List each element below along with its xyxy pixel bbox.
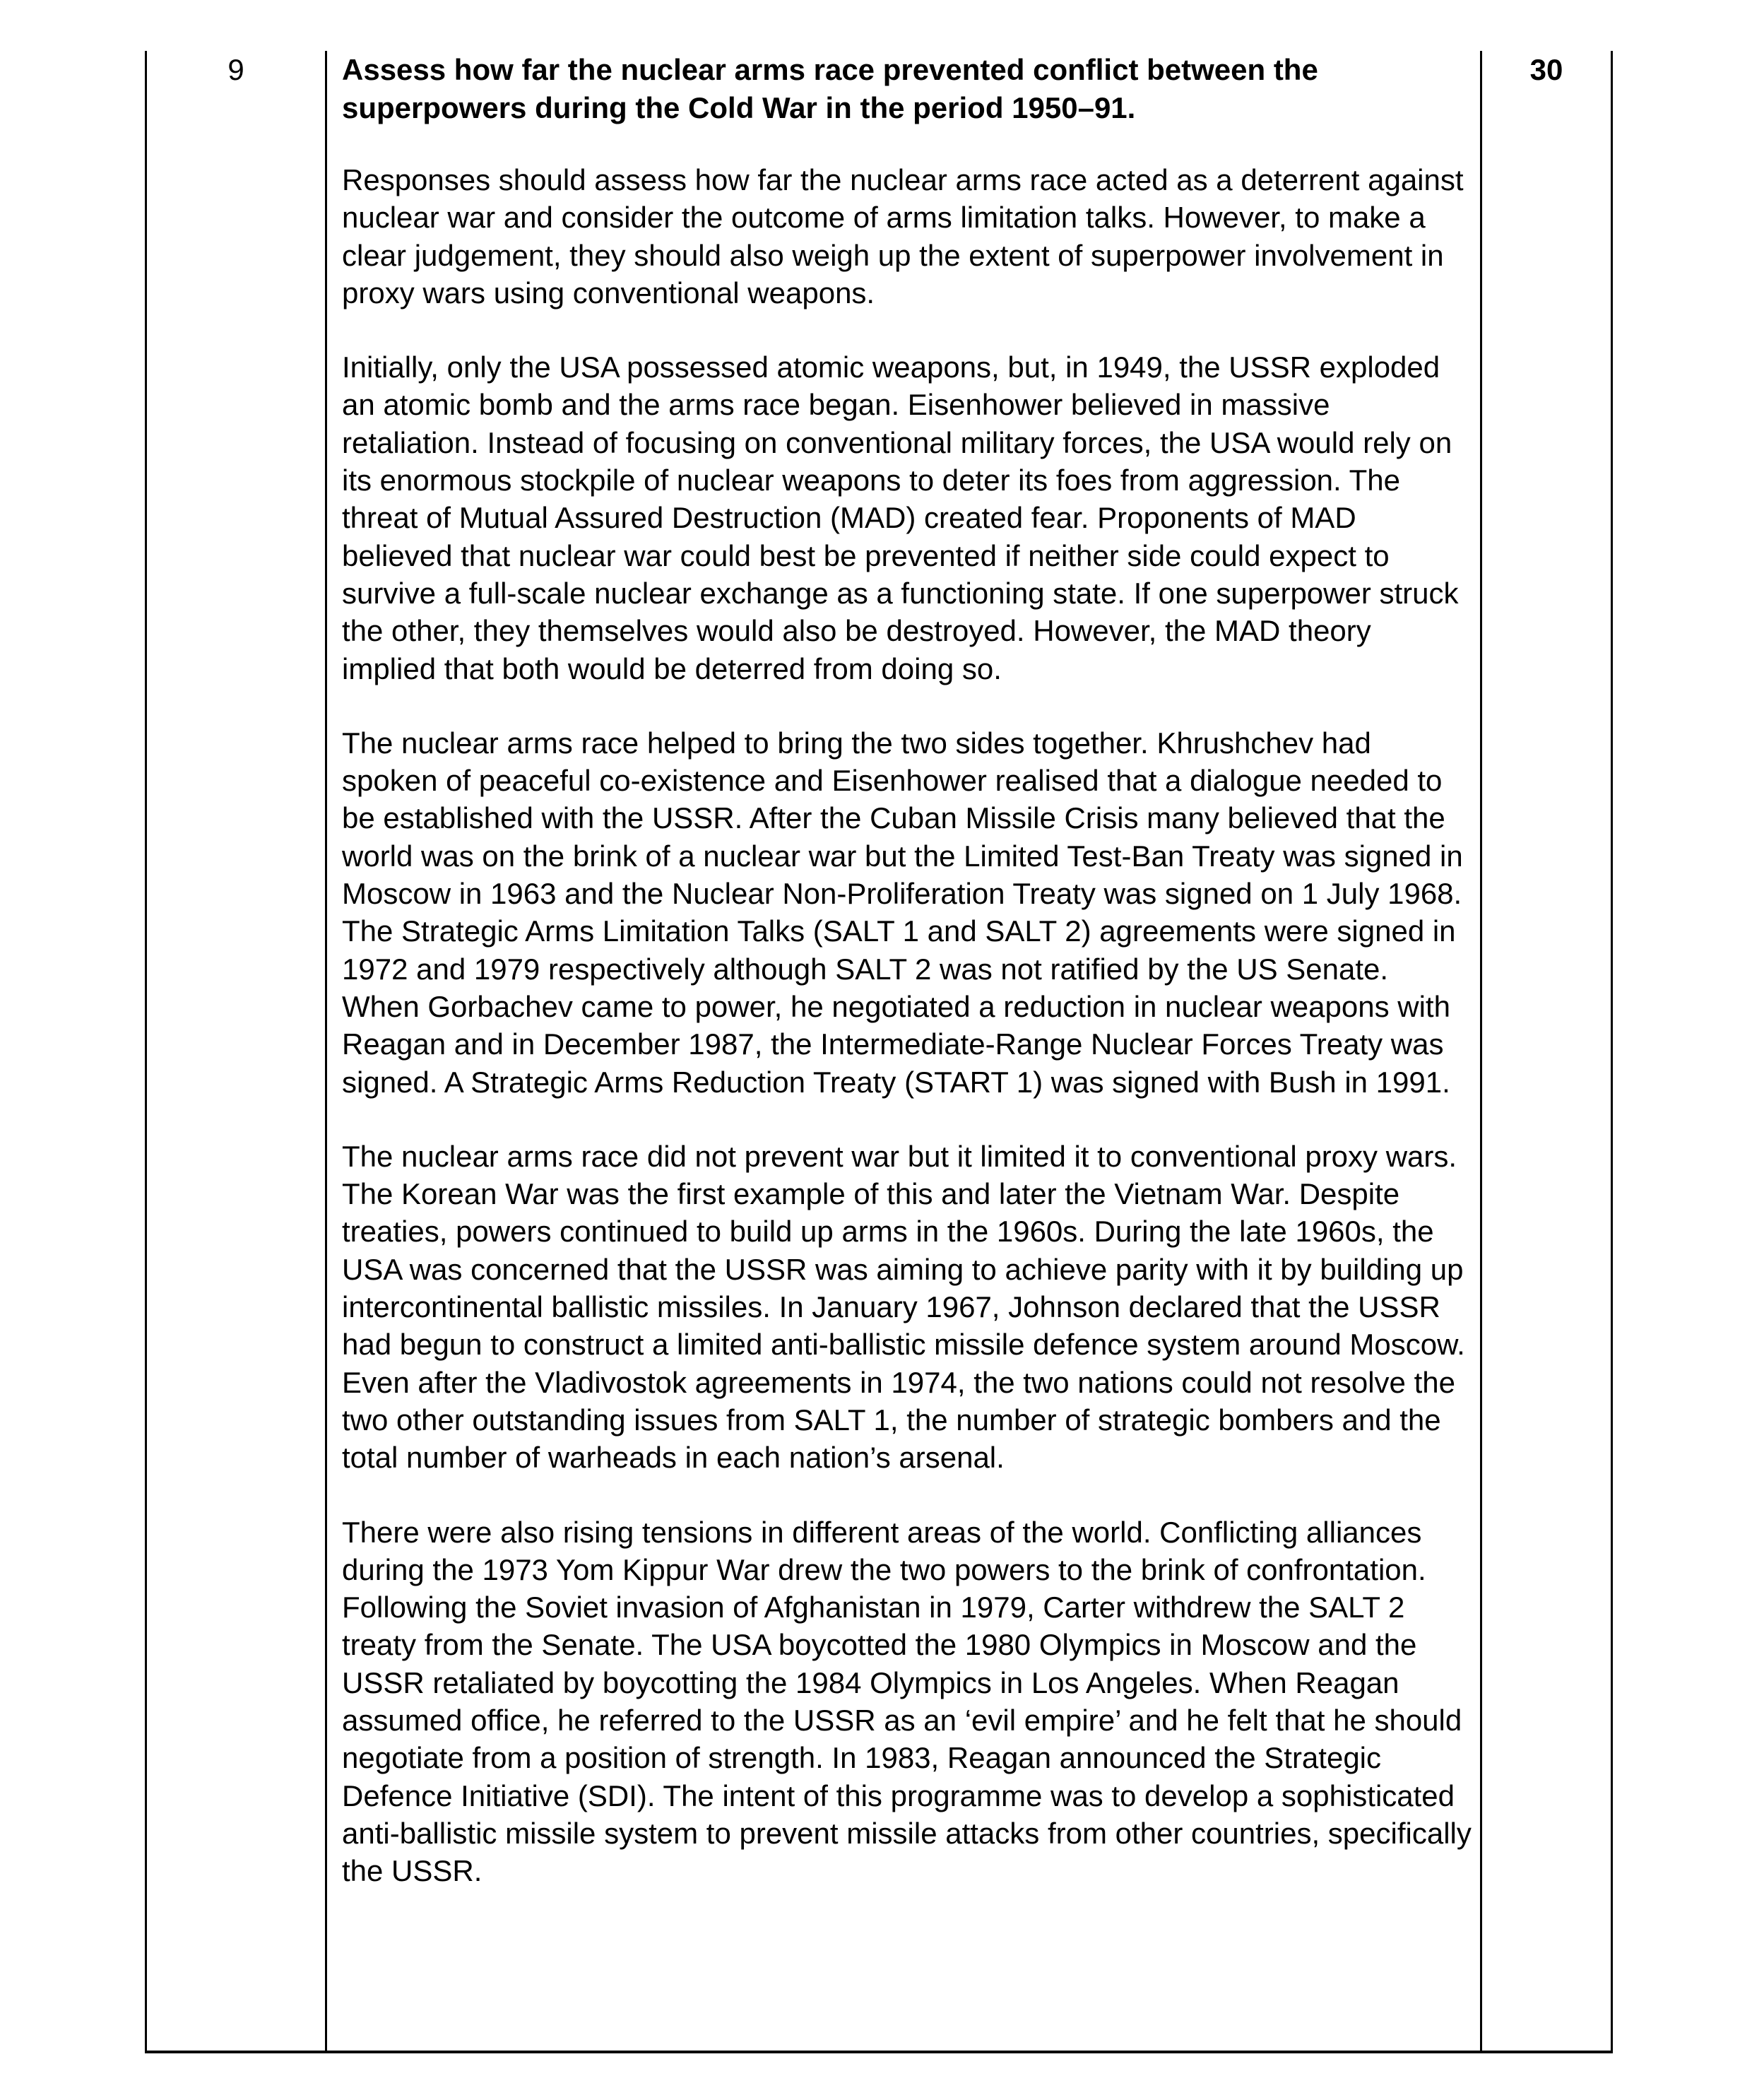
column-divider-left — [325, 51, 327, 2051]
guidance-paragraph: The nuclear arms race did not prevent war but it limited it to conventional proxy wars. The Korean War was the first example of this and later the Vietnam War. Despite treaties, powers continued to build up arms in the 1960s. During the late 1960s, the USA was concerned that the USSR was aiming to achieve parity with it by building up intercontinental ballistic missiles. In January 1967, Johnson declared that the USSR had begun to construct a limited anti-ballistic missile defence system around Moscow. Even after the Vladivostok agreements in 1974, the two nations could not resolve the two other outstanding issues from SALT 1, the number of strategic bombers and the total number of warheads in each nation’s arsenal. — [342, 1139, 1465, 1475]
question-marks: 30 — [1529, 53, 1563, 86]
column-divider-right — [1480, 51, 1482, 2051]
question-text: Assess how far the nuclear arms race prevented conflict between the superpowers during the Cold War in the period 1950–91. — [342, 53, 1318, 124]
guidance-paragraph: Initially, only the USA possessed atomic weapons, but, in 1949, the USSR exploded an atomic bomb and the arms race began. Eisenhower believed in massive retaliation. Instead of focusing on conventional military forces, the USA would rely on its enormous stockpile of nuclear weapons to deter its foes from aggression. The threat of Mutual Assured Destruction (MAD) created fear. Proponents of MAD believed that nuclear war could best be prevented if neither side could expect to survive a full-scale nuclear exchange as a functioning state. If one superpower struck the other, they themselves would also be destroyed. However, the MAD theory implied that both would be deterred from doing so. — [342, 350, 1459, 685]
guidance-paragraph: There were also rising tensions in different areas of the world. Conflicting alliances during the 1973 Yom Kippur War drew the two powers to the brink of confrontation. Following the Soviet invasion of Afghanistan in 1979, Carter withdrew the SALT 2 treaty from the Senate. The USA boycotted the 1980 Olympics in Moscow and the USSR retaliated by boycotting the 1984 Olympics in Los Angeles. When Reagan assumed office, he referred to the USSR as an ‘evil empire’ and he felt that he should negotiate from a position of strength. In 1983, Reagan announced the Strategic Defence Initiative (SDI). The intent of this programme was to develop a sophisticated anti-ballistic missile system to prevent missile attacks from other countries, specifically the USSR. — [342, 1515, 1472, 1888]
answer-guidance-cell — [342, 51, 1472, 1889]
guidance-paragraph: The nuclear arms race helped to bring the two sides together. Khrushchev had spoken of peaceful co-existence and Eisenhower realised that a dialogue needed to be established with the USSR. After the Cuban Missile Crisis many believed that the world was on the brink of a nuclear war but the Limited Test-Ban Treaty was signed in Moscow in 1963 and the Nuclear Non-Proliferation Treaty was signed on 1 July 1968. The Strategic Arms Limitation Talks (SALT 1 and SALT 2) agreements were signed in 1972 and 1979 respectively although SALT 2 was not ratified by the US Senate. When Gorbachev came to power, he negotiated a reduction in nuclear weapons with Reagan and in December 1987, the Intermediate-Range Nuclear Forces Treaty was signed. A Strategic Arms Reduction Treaty (START 1) was signed with Bush in 1991. — [342, 726, 1463, 1099]
mark-scheme-table — [145, 51, 1613, 2053]
question-number: 9 — [227, 53, 244, 86]
guidance-paragraph: Responses should assess how far the nuclear arms race acted as a deterrent against nuclear war and consider the outcome of arms limitation talks. However, to make a clear judgement, they should also weigh up the extent of superpower involvement in proxy wars using conventional weapons. — [342, 163, 1464, 309]
